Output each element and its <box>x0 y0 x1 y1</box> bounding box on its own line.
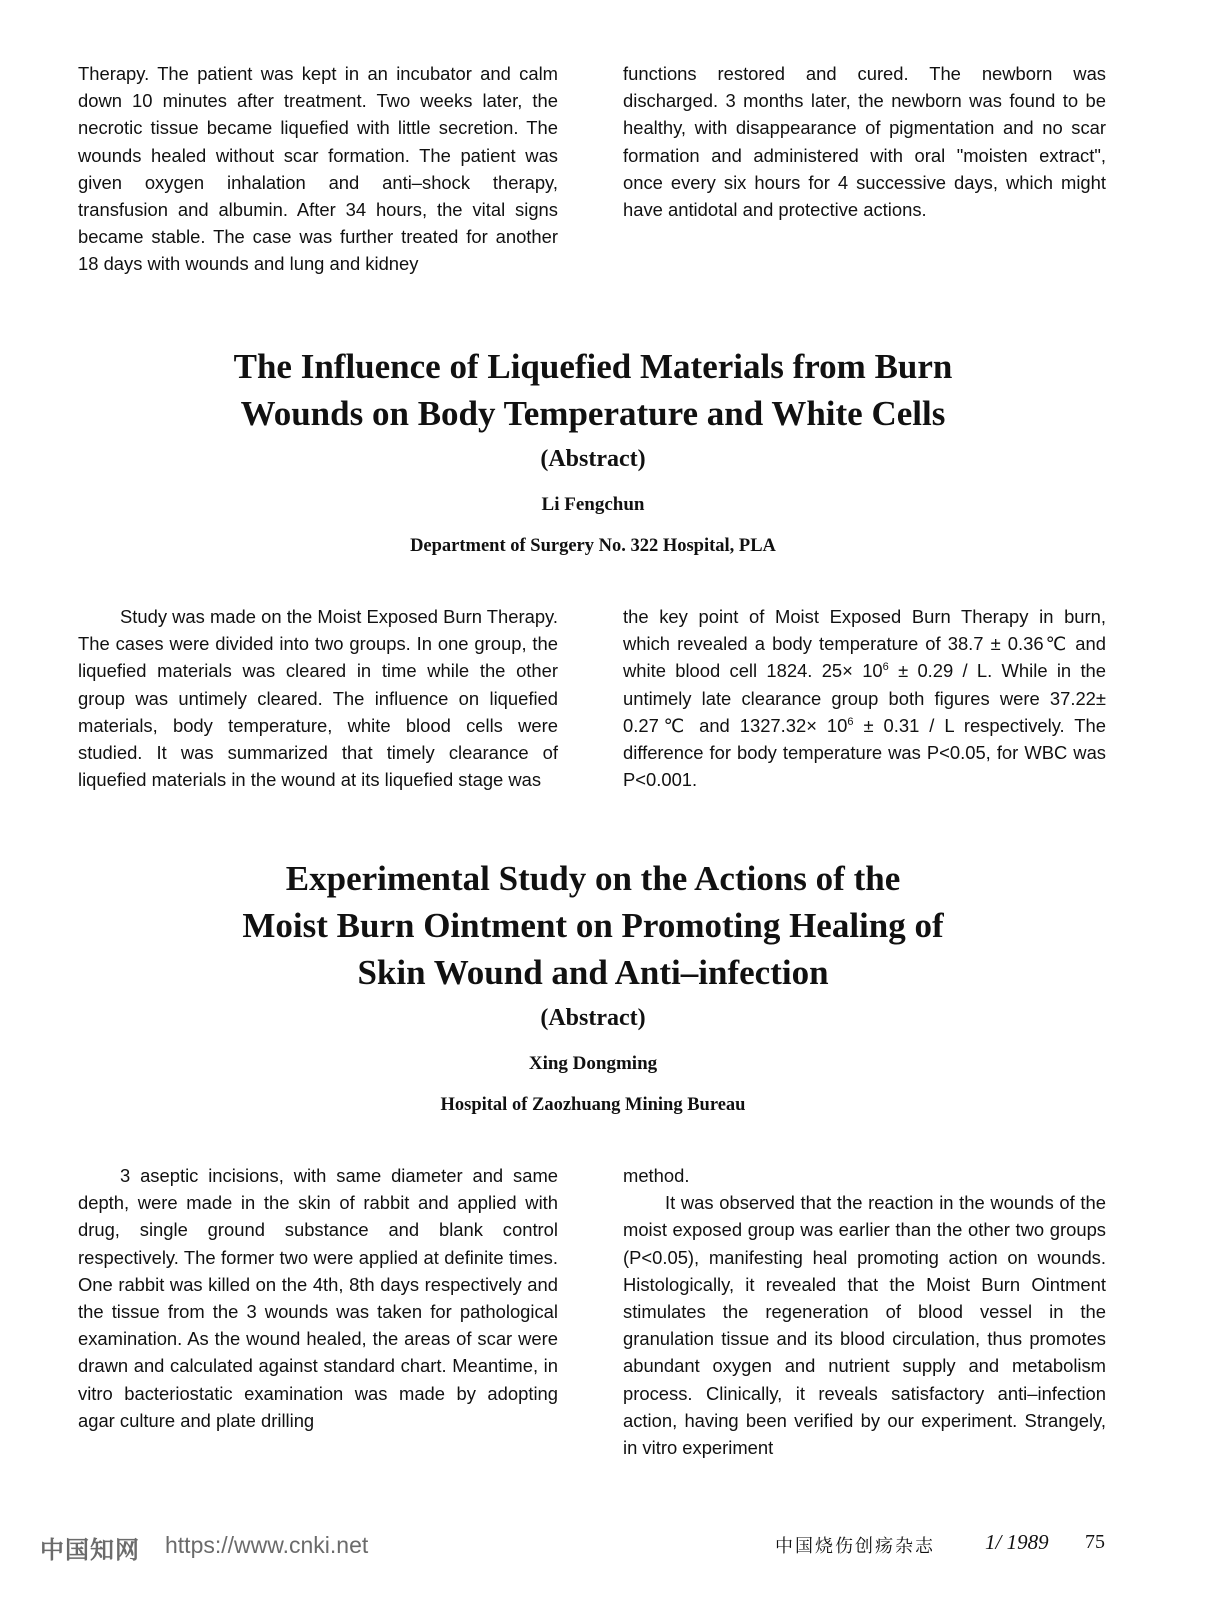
page-number: 75 <box>1085 1531 1105 1553</box>
article2-title-line1: Experimental Study on the Actions of the <box>285 859 901 898</box>
article2-abstract-label: (Abstract) <box>540 1005 646 1031</box>
article1-affiliation: Department of Surgery No. 322 Hospital, PLA <box>410 536 776 556</box>
text-run: ± 0.29 / L. While in the untimely late clearance group both figures were 37.22± 0.27℃ and 1327.32× 10 <box>623 660 1107 736</box>
article1-text-left <box>78 603 558 793</box>
paragraph: Therapy. The patient was kept in an incubator and calm down 10 minutes after treatment. Two weeks later, the necrotic tissue became liquefied with little secretion. The wounds healed without scar formation. The patient was given oxygen inhalation and anti–shock therapy, transfusion and albumin. After 34 hours, the vital signs became stable. The case was further treated for another 18 days with wounds and lung and kidney <box>78 63 558 275</box>
superscript: 6 <box>847 715 854 728</box>
article1-title-line1: The Influence of Liquefied Materials from Burn <box>233 347 953 386</box>
article1-author: Li Fengchun <box>541 494 645 515</box>
article1-text-right <box>623 603 1106 793</box>
article1-title-line2: Wounds on Body Temperature and White Cells <box>240 394 946 433</box>
paragraph: It was observed that the reaction in the wounds of the moist exposed group was earlier than the other two groups (P<0.05), manifesting heal promoting action on wounds. Histologically, it revealed that the Moist Burn Ointment stimulates the regeneration of blood vessel in the granulation tissue and its blood circulation, thus promotes abundant oxygen and nutrient supply and metabolism process. Clinically, it reveals satisfactory anti–infection action, having been verified by our experiment. Strangely, in vitro experiment <box>623 1192 1106 1459</box>
cnki-logo: 中国知网 <box>40 1536 140 1564</box>
paragraph: method. <box>623 1165 690 1186</box>
article2-title-line3: Skin Wound and Anti–infection <box>357 953 829 992</box>
continued-text-left <box>78 60 558 278</box>
paragraph <box>623 603 1106 793</box>
text-run: ± 0.31 / L respectively. The difference for body temperature was P<0.05, for WBC was P<0.001. <box>623 714 1106 791</box>
paragraph: functions restored and cured. The newborn was discharged. 3 months later, the newborn was found to be healthy, with disappearance of pigmentation and no scar formation and administered with oral "moisten extract", once every six hours for 4 successive days, which might have antidotal and protective actions. <box>623 63 1106 221</box>
source-url: https://www.cnki.net <box>165 1532 369 1558</box>
paragraph: 3 aseptic incisions, with same diameter and same depth, were made in the skin of rabbit and applied with drug, single ground substance and blank control respectively. The former two were applied at definite times. One rabbit was killed on the 4th, 8th days respectively and the tissue from the 3 wounds was taken for pathological examination. As the wound healed, the areas of scar were drawn and calculated against standard chart. Meantime, in vitro bacteriostatic examination was made by adopting agar culture and plate drilling <box>78 1165 558 1431</box>
article2-text-right <box>623 1162 1106 1461</box>
issue-number: 1/ 1989 <box>985 1530 1049 1554</box>
article2-author: Xing Dongming <box>528 1053 658 1074</box>
article2-affiliation: Hospital of Zaozhuang Mining Bureau <box>440 1095 746 1115</box>
article2-text-left <box>78 1162 558 1434</box>
article2-title-line2: Moist Burn Ointment on Promoting Healing of <box>242 906 944 945</box>
continued-text-right <box>623 60 1106 223</box>
paragraph: Study was made on the Moist Exposed Burn Therapy. The cases were divided into two groups. In one group, the liquefied materials was cleared in time while the other group was untimely cleared. The influence on liquefied materials, body temperature, white blood cells were studied. It was summarized that timely clearance of liquefied materials in the wound at its liquefied stage was <box>78 606 558 791</box>
text-run: the key point of Moist Exposed Burn Therapy in burn, which revealed a body temperature of 38.7 ± 0.36℃ and white blood cell 1824. 25× 10 <box>623 606 1106 682</box>
superscript: 6 <box>882 661 889 674</box>
journal-name: 中国烧伤创疡杂志 <box>775 1536 935 1557</box>
article1-abstract-label: (Abstract) <box>540 446 646 472</box>
